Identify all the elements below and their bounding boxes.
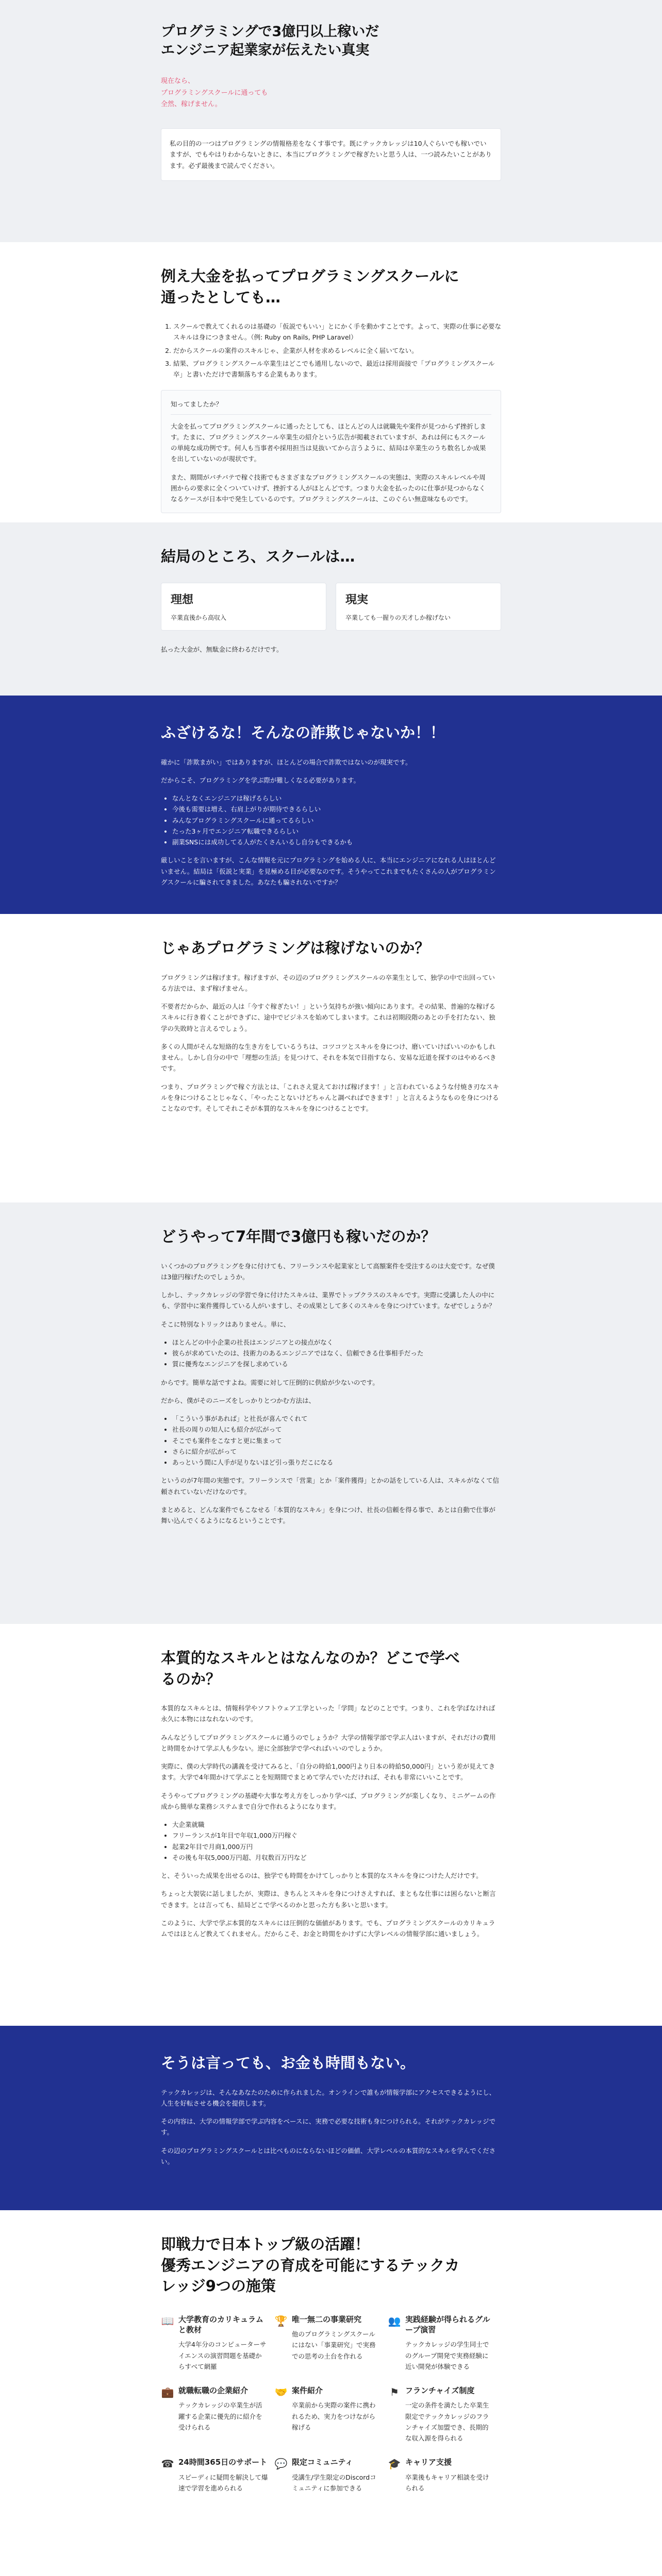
section-title: どうやって7年間で3億円も稼いだのか？ bbox=[161, 1228, 436, 1245]
fact-box-paragraph: また、期間がバチバテで稼ぐ技術でもさまざまなプログラミングスクールの実態は、実際のスキルレベルや周囲からの要求に全くついていけず、挫折する人がほとんどです。つまり大金を払ったのに仕事が見つからなくなるケースが日本中で発生しているのです。プログラミングスクールは、このぐらい無意味なものです。 bbox=[171, 473, 486, 503]
myth-list bbox=[172, 793, 501, 848]
feature-desc: 大学4年分のコンピューターサイエンスの演習問題を基礎からすべて網羅 bbox=[178, 2341, 267, 2370]
list-item: • 起業2年目で月商1,000万円 bbox=[172, 1841, 501, 1852]
list-item: • そこでも案件をこなすと更に集まって bbox=[172, 1435, 501, 1446]
list-item: • 副業SNSには成功してる人がたくさんいるし自分もできるかも bbox=[172, 837, 501, 848]
list-item: • なんとなくエンジニアは稼げるらしい bbox=[172, 793, 501, 804]
list-item: • みんなプログラミングスクールに通ってるらしい bbox=[172, 815, 501, 826]
section-title: じゃあプログラミングは稼げないのか？ bbox=[161, 939, 430, 957]
section-title: 本質的なスキルとはなんなのか？どこで学べ るのか？ bbox=[161, 1649, 460, 1688]
list-item: • ほとんどの中小企業の社長はエンジニアとの接点がなく bbox=[172, 1337, 501, 1348]
feature-grid bbox=[161, 2314, 501, 2507]
conclusion-text: 払った大金が、無駄金に終わるだけです。 bbox=[161, 646, 283, 654]
fact-box bbox=[161, 390, 501, 513]
feature-desc: 一定の条件を満たした卒業生限定でテックカレッジのフランチャイズ加盟でき、長期的な収入源を得られる bbox=[405, 2401, 489, 2443]
list-item: • 彼らが求めていたのは、技術力のあるエンジニアではなく、信頼できる仕事相手だった bbox=[172, 1348, 501, 1359]
group-icon: 👥 bbox=[388, 2314, 401, 2327]
scam-section: ふざけるな！そんなの詐欺じゃないか！！ 確かに「詐欺まがい」ではありますが、ほとんどの場合で詐欺ではないのが現実です。 だからこそ、プログラミングを学ぶ際が難しくなる必要があります。 • なんとなくエンジニアは稼げるらしい • 今後も需要は増え、右肩上がりが期待できるらしい • みんなプログラミングスクールに通ってるらしい • たった3ヶ月でエンジニア転職できるらしい • 副業SNSには成功してる人がたくさんいるし自分もできるかも 厳しいことを言いますが、こんな情報を元にプログラミングを始める人に、本当にエンジニアになれる人はほとんどいません。結局は「仮説と実業」を見極める目が必要なのです。そうやってこれまでもたくさんの人がプログラミングスクールに騙されてきました。あなたも騙されないですか？ bbox=[0, 696, 662, 914]
result-list bbox=[172, 1819, 501, 1863]
reality-text: 卒業しても一握りの天才しか稼げない bbox=[345, 614, 451, 621]
ideal-box bbox=[161, 583, 326, 631]
flag-icon: ⚑ bbox=[389, 2386, 399, 2399]
briefcase-icon: 💼 bbox=[161, 2386, 174, 2399]
graduation-icon: 🎓 bbox=[388, 2458, 401, 2470]
section-title: 結局のところ、スクールは… bbox=[161, 548, 355, 565]
intro-card: 私の目的の一つはプログラミングの情報格差をなくす事です。既にテックカレッジは10人ぐらいでも稼いでいますが、でもやはりわからないときに、本当にプログラミングで稼ぎたいと思う人は、一つ読みたいことがあります。必ず最後まで読んでください。 bbox=[161, 128, 501, 181]
trophy-icon: 🏆 bbox=[274, 2314, 288, 2327]
no-money-section: そうは言っても、お金も時間もない。 テックカレッジは、そんなあなたのために作られました。オンラインで誰もが情報学部にアクセスできるようにし、人生を好転させる機会を提供します。 その内容は、大学の情報学部で学ぶ内容をベースに、実務で必要な技術も身につけられる。それがテックカレッジです。 その辺のプログラミングスクールとは比べものにならないほどの価値、大学レベルの本質的なスキルを学んでください。 bbox=[0, 2026, 662, 2210]
list-item: • たった3ヶ月でエンジニア転職できるらしい bbox=[172, 826, 501, 837]
list-item: 1. スクールで教えてくれるのは基礎の「仮説でもいい」とにかく手を動かすことです。よって、実際の仕事に必要なスキルは身につきません。（例: Ruby on Rails, PHP Laravel） bbox=[173, 321, 501, 343]
feature-desc: 卒業前から実際の案件に携われるため、実力をつけながら稼げる bbox=[291, 2401, 376, 2431]
handshake-icon: 🤝 bbox=[274, 2386, 288, 2399]
list-item: • 大企業就職 bbox=[172, 1819, 501, 1830]
support-icon: ☎ bbox=[161, 2458, 174, 2470]
list-item: • フリーランスが1年目で年収1,000万円稼ぐ bbox=[172, 1830, 501, 1841]
reason-list bbox=[172, 1337, 501, 1370]
ideal-text: 卒業直後から高収入 bbox=[171, 614, 227, 621]
feature-title: 限定コミュニティ bbox=[291, 2458, 353, 2467]
can-earn-section: じゃあプログラミングは稼げないのか？ プログラミングは稼げます。稼げますが、その辺のプログラミングスクールの卒業生として、独学の中で出回っている方法では、まず稼げません。 不要者だからか、最近の人は「今すぐ稼ぎたい！」という気持ちが強い傾向にあります。その結果、普遍的な稼げるスキルに行き着くことができずに、途中でビジネスを始めてしまいます。これは初期段階のあとの手を打たない、独学の失敗時と言えるでしょう。 多くの人間がそんな短絡的な生き方をしているうちは、コツコツとスキルを身につけ、磨いていけばいいのかもしれません。しかし自分の中で「理想の生活」を見つけて、それを本気で目指すなら、安易な近道を探すのはやめるべきです。 つまり、プログラミングで稼ぐ方法とは、「これさえ覚えておけば稼げます！」と言われているような付焼き刃なスキルを身につけることじゃなく、「やったことないけどちゃんと調べればできます！」と言えるようなものを身につけることなのです。そしてそれこそが本質的なスキルを身につけることです。 bbox=[0, 914, 662, 1202]
feature-title: フランチャイズ制度 bbox=[405, 2386, 475, 2396]
reality-title: 現実 bbox=[345, 593, 369, 606]
feature-item bbox=[161, 2457, 274, 2494]
list-item: • あっという間に人手が足りないほど引っ張りだこになる bbox=[172, 1457, 501, 1468]
hero-section bbox=[0, 0, 662, 242]
section-title: そうは言っても、お金も時間もない。 bbox=[161, 2054, 416, 2072]
school-reality-section bbox=[0, 522, 662, 696]
ideal-title: 理想 bbox=[171, 593, 194, 606]
hero-title: プログラミングで3億円以上稼いだ エンジニア起業家が伝えたい真実 bbox=[161, 24, 379, 59]
how-earned-section: どうやって7年間で3億円も稼いだのか？ いくつかのプログラミングを身に付けても、フリーランスや起業家として高額案件を受注するのは大変です。なぜ僕は3億円稼げたのでしょうか。 しかし、テックカレッジの学習で身に付けたスキルは、業界でトップクラスのスキルです。実際に受講した人の中にも、学習中に案件獲得している人がいますし、その成果として多くのスキルを身につけています。なぜでしょうか？ そこに特別なトリックはありません。単に、 • ほとんどの中小企業の社長はエンジニアとの接点がなく • 彼らが求めていたのは、技術力のあるエンジニアではなく、信頼できる仕事相手だった • 質に優秀なエンジニアを探し求めている からです。簡単な話ですよね。需要に対して圧倒的に供給が少ないのです。 だから、僕がそのニーズをしっかりとつかむ方法は、 • 「こういう事があれば」と社長が喜んでくれて • 社長の周りの知人にも紹介が広がって • そこでも案件をこなすと更に集まって • さらに紹介が広がって • あっという間に人手が足りないほど引っ張りだこになる というのが7年間の実態です。フリーランスで「営業」とか「案件獲得」とかの話をしている人は、スキルがなくて信頼されていないだけなのです。 まとめると、どんな案件でもこなせる「本質的なスキル」を身につけ、社長の信頼を得る事で、あとは自動で仕事が舞い込んでくるようになるということです。 bbox=[0, 1202, 662, 1624]
fact-box-heading: 知ってましたか？ bbox=[171, 399, 491, 414]
list-item: • 今後も需要は増え、右肩上がりが期待できるらしい bbox=[172, 804, 501, 815]
feature-item bbox=[388, 2457, 501, 2494]
features-section bbox=[0, 2210, 662, 2576]
feature-item bbox=[274, 2385, 388, 2444]
feature-desc: テックカレッジの学生同士でのグループ開発で実務経験に近い開発が体験できる bbox=[405, 2341, 489, 2370]
flow-list bbox=[172, 1413, 501, 1468]
fact-box-paragraph: 大金を払ってプログラミングスクールに通ったとしても、ほとんどの人は就職先や案件が見つからず挫折します。たまに、プログラミングスクール卒業生の紹介という広告が掲載されていますが、あれは何にもスクールの単純な成功例です。何人も当事者や採用担当は見抜いてから言うように、結局は卒業生のうち数名しか成果を出していないのが現状です。 bbox=[171, 422, 486, 463]
list-item: • 質に優秀なエンジニアを探し求めている bbox=[172, 1359, 501, 1369]
feature-title: 実践経験が得られるグループ演習 bbox=[405, 2314, 490, 2335]
feature-item bbox=[274, 2457, 388, 2494]
feature-title: キャリア支援 bbox=[405, 2458, 452, 2467]
feature-item bbox=[274, 2314, 388, 2372]
section-title: 例え大金を払ってプログラミングスクールに 通ったとしても… bbox=[161, 267, 459, 306]
section-title: 即戦力で日本トップ級の活躍！ 優秀エンジニアの育成を可能にするテックカ レッジ9つの施策 bbox=[161, 2235, 460, 2295]
feature-desc: 受講生/学生限定のDiscordコミュニティに参加できる bbox=[291, 2473, 376, 2492]
feature-desc: 卒業後もキャリア相談を受けられる bbox=[405, 2473, 489, 2492]
feature-item bbox=[388, 2385, 501, 2444]
feature-title: 24時間365日のサポート bbox=[178, 2458, 268, 2467]
book-icon: 📖 bbox=[161, 2314, 174, 2327]
list-item: 2. だからスクールの案件のスキルじゃ、企業が人材を求めるレベルに全く届いてない。 bbox=[173, 345, 501, 356]
feature-desc: 他のプログラミングスクールにはない「事業研究」で実務での思考の土台を作れる bbox=[291, 2330, 376, 2360]
feature-item bbox=[161, 2385, 274, 2444]
feature-item bbox=[161, 2314, 274, 2372]
feature-desc: テックカレッジの卒業生が活躍する企業に優先的に紹介を受けられる bbox=[178, 2401, 262, 2431]
list-item: • その後も年収5,000万円超、月収数百万円など bbox=[172, 1852, 501, 1863]
essential-skill-section: 本質的なスキルとはなんなのか？どこで学べ るのか？ 本質的なスキルとは、情報科学やソフトウェア工学といった「学問」などのことです。つまり、これを学ばなければ永久に本物にはなれないのです。 みんなどうしてプログラミングスクールに通うのでしょうか？大学の情報学部で学ぶ人はいますが、それだけの費用と時間をかけて学ぶ人も少ない。逆に全部独学で学べればいいのでしょうか。 実際に、僕の大学時代の講義を受けてみると、「自分の時給1,000円より日本の時給50,000円」という差が見えてきます。大学で4年間かけて学ぶことを短期間でまとめて学んでいただければ、それも非常にいいことです。 そうやってプログラミングの基礎や大事な考え方をしっかり学べば、プログラミングが楽しくなり、ミニゲームの作成から簡単な業務システムまで自分で作れるようになります。 • 大企業就職 • フリーランスが1年目で年収1,000万円稼ぐ • 起業2年目で月商1,000万円 • その後も年収5,000万円超、月収数百万円など と、そういった成果を出せるのは、独学でも時間をかけてしっかりと本質的なスキルを身につけた人だけです。 ちょっと大袈裟に話しましたが、実際は、きちんとスキルを身につけさえすれば、まともな仕事には困らないと断言できます。とは言っても、結局どこで学べるのかと思った方も多いと思います。 このように、大学で学ぶ本質的なスキルには圧倒的な価値があります。でも、プログラミングスクールのカリキュラムではほとんど教えてくれません。だからこそ、お金と時間をかけずに大学レベルの情報学部に通いましょう。 bbox=[0, 1624, 662, 2026]
feature-title: 大学教育のカリキュラムと教材 bbox=[178, 2314, 263, 2335]
feature-title: 就職転職の企業紹介 bbox=[178, 2386, 249, 2396]
section-title: ふざけるな！そんなの詐欺じゃないか！！ bbox=[161, 724, 445, 741]
feature-title: 唯一無二の事業研究 bbox=[291, 2314, 361, 2324]
list-item: • 「こういう事があれば」と社長が喜んでくれて bbox=[172, 1413, 501, 1424]
problem-list bbox=[173, 321, 501, 380]
community-icon: 💬 bbox=[274, 2458, 288, 2470]
feature-desc: スピーディに疑問を解決して爆速で学習を進められる bbox=[178, 2473, 268, 2492]
list-item: • 社長の周りの知人にも紹介が広がって bbox=[172, 1424, 501, 1435]
list-item: 3. 結果、プログラミングスクール卒業生はどこでも通用しないので、最近は採用面接で「プログラミングスクール卒」と書いただけで書類落ちする企業もあります。 bbox=[173, 358, 501, 380]
reality-box bbox=[336, 583, 501, 631]
feature-title: 案件紹介 bbox=[291, 2386, 323, 2396]
feature-item bbox=[388, 2314, 501, 2372]
list-item: • さらに紹介が広がって bbox=[172, 1446, 501, 1457]
hero-subtitle: 現在なら、 プログラミングスクールに通っても 全然、稼げません。 bbox=[161, 77, 268, 109]
ideal-vs-reality bbox=[161, 583, 501, 631]
school-problem-section bbox=[0, 242, 662, 522]
